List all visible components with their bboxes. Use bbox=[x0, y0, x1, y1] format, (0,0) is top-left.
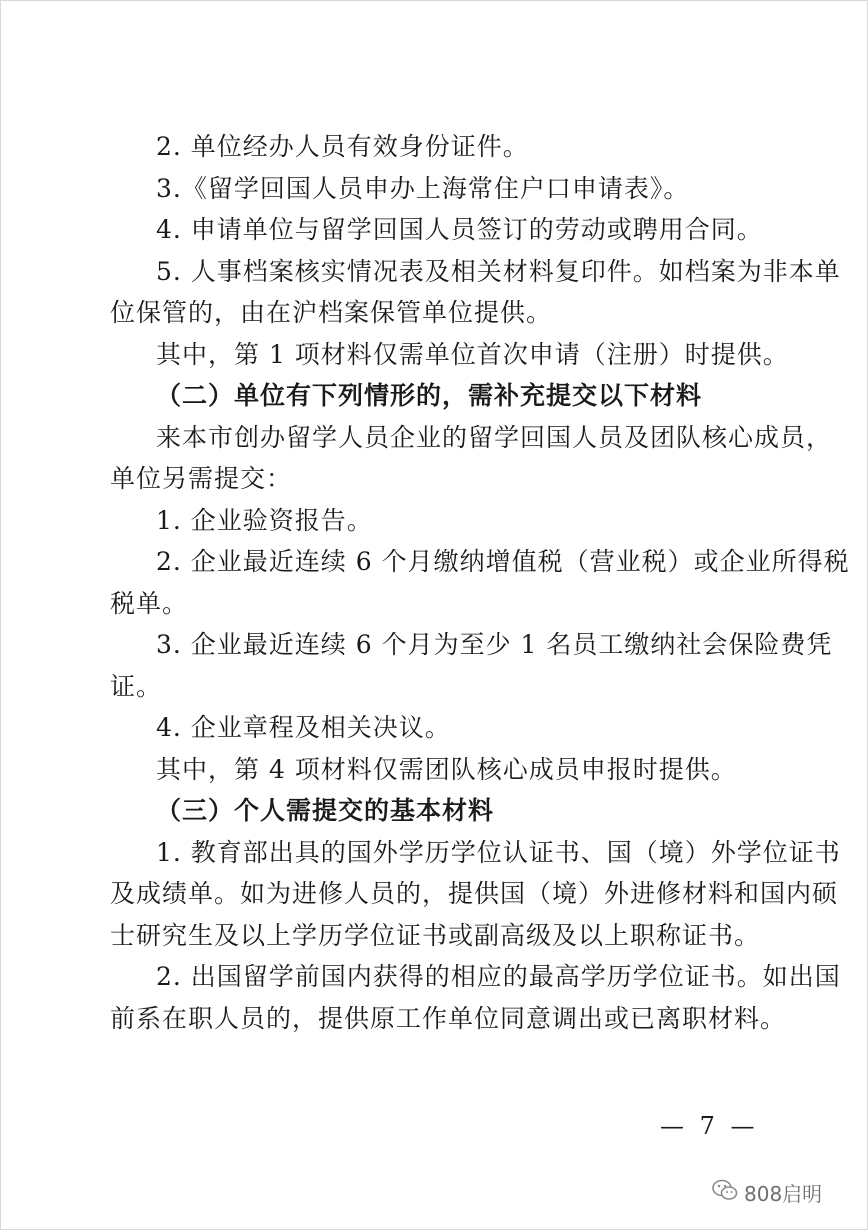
watermark-text: 808启明 bbox=[744, 1182, 823, 1206]
item-labor-contract: 4. 申请单位与留学回国人员签订的劳动或聘用合同。 bbox=[156, 215, 763, 244]
item-degree-cert-cont2: 士研究生及以上学历学位证书或副高级及以上职称证书。 bbox=[110, 920, 761, 950]
item-personnel-file-cont: 位保管的，由在沪档案保管单位提供。 bbox=[110, 298, 553, 327]
item-domestic-degree-cont: 前系在职人员的，提供原工作单位同意调出或已离职材料。 bbox=[110, 1003, 787, 1033]
item-unit-id: 2. 单位经办人员有效身份证件。 bbox=[156, 132, 529, 161]
item-application-form: 3.《留学回国人员申办上海常住户口申请表》。 bbox=[156, 173, 690, 203]
paragraph-enterprise-cont: 单位另需提交： bbox=[110, 464, 293, 493]
item-tax-cont: 税单。 bbox=[110, 588, 189, 618]
item-social-insurance: 3. 企业最近连续 6 个月为至少 1 名员工缴纳社会保险费凭 bbox=[156, 630, 833, 659]
item-articles: 4. 企业章程及相关决议。 bbox=[156, 713, 451, 742]
item-tax: 2. 企业最近连续 6 个月缴纳增值税（营业税）或企业所得税 bbox=[156, 547, 850, 576]
note-first-application: 其中，第 1 项材料仅需单位首次申请（注册）时提供。 bbox=[156, 339, 789, 369]
paragraph-enterprise: 来本市创办留学人员企业的留学回国人员及团队核心成员， bbox=[156, 422, 833, 452]
note-team-members: 其中，第 4 项材料仅需团队核心成员申报时提供。 bbox=[156, 754, 737, 784]
item-domestic-degree: 2. 出国留学前国内获得的相应的最高学历学位证书。如出国 bbox=[156, 962, 841, 991]
item-degree-cert-cont1: 及成绩单。如为进修人员的，提供国（境）外进修材料和国内硕 bbox=[110, 879, 839, 908]
page-number: — 7 — bbox=[660, 1112, 759, 1140]
item-personnel-file: 5. 人事档案核实情况表及相关材料复印件。如档案为非本单 bbox=[156, 256, 841, 286]
section-heading-2: （二）单位有下列情形的，需补充提交以下材料 bbox=[156, 381, 703, 410]
item-social-insurance-cont: 证。 bbox=[110, 671, 163, 701]
section-heading-3: （三）个人需提交的基本材料 bbox=[156, 796, 495, 825]
watermark bbox=[712, 1178, 822, 1207]
document-body bbox=[110, 126, 850, 1039]
wechat-icon bbox=[712, 1179, 744, 1206]
item-capital-report: 1. 企业验资报告。 bbox=[156, 505, 373, 535]
item-degree-cert: 1. 教育部出具的国外学历学位认证书、国（境）外学位证书 bbox=[156, 837, 841, 867]
